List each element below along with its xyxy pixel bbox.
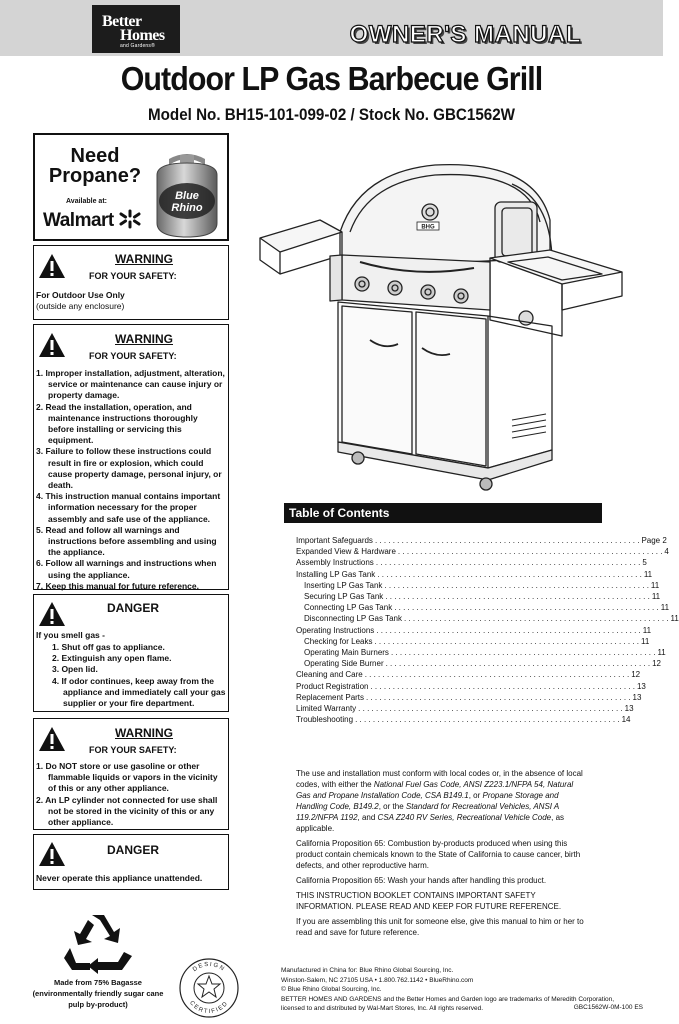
toc-leader-dots: . . . . . . . . . . . . . . . . . . . . . . . . . . . . . . . . . . . . . . . . . . . . . . . . . . . . . . . . . . . . bbox=[364, 670, 630, 680]
toc-entry-page: 11 bbox=[657, 648, 666, 658]
toc-entry-page: Page 2 bbox=[641, 536, 667, 545]
toc-leader-dots: . . . . . . . . . . . . . . . . . . . . . . . . . . . . . . . . . . . . . . . . . . . . . . . . . . . . . . . . . . . . bbox=[358, 704, 623, 714]
danger-text: Never operate this appliance unattended. bbox=[36, 873, 203, 883]
warning-flammable-box bbox=[33, 718, 229, 830]
brand-line-3: and Gardens® bbox=[120, 43, 155, 49]
toc-entry-page: 11 bbox=[642, 625, 652, 635]
toc-leader-dots: . . . . . . . . . . . . . . . . . . . . . . . . . . . . . . . . . . . . . . . . . . . . . . . . . . . . . . . . . . . . bbox=[403, 614, 669, 624]
toc-entry-page: 4 bbox=[664, 547, 669, 557]
list-item: 2. Read the installation, operation, and maintenance instructions thoroughly before installing or servicing this equipment. bbox=[36, 401, 198, 446]
warning-title: WARNING bbox=[115, 252, 173, 266]
toc-heading: Table of Contents bbox=[284, 503, 602, 523]
warning-subtitle: FOR YOUR SAFETY: bbox=[89, 745, 177, 755]
toc-entry-label: Limited Warranty bbox=[296, 704, 357, 714]
propane-headline bbox=[47, 146, 143, 186]
list-item: 7. Keep this manual for future reference. bbox=[36, 580, 199, 591]
propane-headline-1: Need bbox=[70, 145, 120, 167]
toc-leader-dots: . . . . . . . . . . . . . . . . . . . . . . . . . . . . . . . . . . . . . . . . . . . . . . . . . . . . . . . . . . . . bbox=[374, 536, 640, 545]
toc-entry-label: Installing LP Gas Tank bbox=[296, 569, 376, 579]
toc-leader-dots: . . . . . . . . . . . . . . . . . . . . . . . . . . . . . . . . . . . . . . . . . . . . . . . . . . . . . . . . . . . . bbox=[384, 580, 649, 590]
list-item: 1. Do NOT store or use gasoline or other flammable liquids or vapors in the vicinity of this or any other appliance. bbox=[36, 761, 218, 794]
tank-brand-1: Blue bbox=[175, 190, 199, 202]
propane-headline-2: Propane? bbox=[48, 165, 142, 187]
walmart-logo bbox=[43, 209, 141, 232]
toc-entry bbox=[296, 591, 661, 602]
brand-line-2: Homes bbox=[120, 27, 165, 44]
warning-title: WARNING bbox=[115, 726, 173, 740]
model-number: Model No. BH15-101-099-02 / Stock No. GBC1562W bbox=[148, 106, 515, 124]
warning-outdoor-box bbox=[33, 245, 229, 320]
toc-entry bbox=[296, 569, 653, 580]
toc-entry bbox=[296, 681, 646, 692]
toc-entry bbox=[296, 580, 660, 591]
toc-entry-page: 13 bbox=[632, 692, 642, 702]
danger-title: DANGER bbox=[107, 601, 160, 615]
toc-entry-label: Troubleshooting bbox=[296, 715, 354, 725]
toc-entry bbox=[296, 535, 667, 546]
document-title: Outdoor LP Gas Barbecue Grill bbox=[120, 60, 543, 97]
brand-logo bbox=[92, 5, 180, 53]
toc-entry-page: 5 bbox=[642, 558, 647, 568]
toc-entry bbox=[296, 703, 634, 714]
toc-entry-page: 11 bbox=[643, 569, 653, 579]
toc-entry-page: 11 bbox=[650, 580, 660, 590]
assembling-note: If you are assembling this unit for someone else, give this manual to him or her to read and save for future reference. bbox=[296, 917, 584, 937]
list-item: 2. Extinguish any open flame. bbox=[52, 653, 172, 664]
toc-entry bbox=[296, 658, 662, 669]
toc-entry bbox=[296, 557, 647, 568]
toc-entry-label: Cleaning and Care bbox=[296, 670, 363, 680]
list-item: 1. Improper installation, adjustment, alteration, service or maintenance can cause injury or property damage. bbox=[36, 368, 225, 401]
toc-entry-page: 11 bbox=[660, 603, 670, 613]
manual-title: OWNER'S MANUAL bbox=[349, 21, 581, 48]
toc-entry-page: 12 bbox=[631, 670, 641, 680]
toc-entry bbox=[296, 546, 669, 557]
danger-gas-box bbox=[33, 594, 229, 712]
retailer-name: Walmart bbox=[43, 210, 114, 231]
toc-entry-label: Expanded View & Hardware bbox=[296, 547, 396, 557]
toc-entry-label: Replacement Parts bbox=[296, 692, 365, 702]
toc-entry-label: Inserting LP Gas Tank bbox=[304, 580, 383, 590]
made-from-line-2: (environmentally friendly sugar cane pulp by-product) bbox=[32, 989, 164, 1009]
manufacturer-line: Winston-Salem, NC 27105 USA • 1.800.762.1142 • BlueRhino.com bbox=[281, 976, 474, 984]
document-code: GBC1562W-0M-100 ES bbox=[573, 1004, 643, 1011]
toc-entry-label: Important Safeguards bbox=[296, 536, 373, 545]
list-item: 3. Open lid. bbox=[52, 664, 98, 675]
toc-entry-page: 11 bbox=[651, 592, 661, 602]
toc-notes bbox=[296, 768, 588, 942]
grill-badge: BHG bbox=[421, 224, 435, 231]
list-item: 2. An LP cylinder not connected for use shall not be stored in the vicinity of this or any other appliance. bbox=[36, 794, 218, 828]
toc-leader-dots: . . . . . . . . . . . . . . . . . . . . . . . . . . . . . . . . . . . . . . . . . . . . . . . . . . . . . . . . . . . . bbox=[370, 681, 635, 691]
propane-tank-icon bbox=[147, 151, 227, 239]
toc-entry bbox=[296, 714, 631, 725]
warning-list bbox=[36, 368, 226, 592]
list-item: 4. If odor continues, keep away from the appliance and immediately call your gas supplier or your fire department. bbox=[52, 675, 226, 709]
list-item: 5. Read and follow all warnings and instructions before assembling and using the appliance. bbox=[36, 524, 217, 558]
prop65-note-1: California Proposition 65: Combustion by-products produced when using this product contain chemicals known to the State of California to cause cancer, birth defects, and other reproductive harm. bbox=[296, 839, 581, 870]
made-from-line-1: Made from 75% Bagasse bbox=[54, 978, 142, 987]
toc-entry-label: Disconnecting LP Gas Tank bbox=[304, 614, 402, 624]
manufacturer-line: BETTER HOMES AND GARDENS and the Better Homes and Garden logo are trademarks of Meredith Corporation, licensed to and distributed by Wal-Mart Stores, Inc. All rights reserved. bbox=[281, 995, 615, 1013]
warning-triangle-icon bbox=[37, 725, 67, 753]
available-at: Available at: bbox=[66, 198, 107, 205]
warning-line-2: (outside any enclosure) bbox=[36, 301, 125, 312]
toc-entry-label: Checking for Leaks bbox=[304, 636, 373, 646]
warning-title: WARNING bbox=[115, 332, 173, 346]
toc-entry bbox=[296, 669, 641, 680]
danger-unattended-box bbox=[33, 834, 229, 890]
manufacturer-line: © Blue Rhino Global Sourcing, Inc. bbox=[281, 986, 382, 994]
toc-leader-dots: . . . . . . . . . . . . . . . . . . . . . . . . . . . . . . . . . . . . . . . . . . . . . . . . . . . . . . . . . . . . bbox=[376, 625, 641, 635]
seal-bottom-text: CERTIFIED bbox=[188, 1000, 230, 1016]
toc-leader-dots: . . . . . . . . . . . . . . . . . . . . . . . . . . . . . . . . . . . . . . . . . . . . . . . . . . . . . . . . . . . . bbox=[385, 659, 651, 669]
toc-entry-label: Securing LP Gas Tank bbox=[304, 592, 384, 602]
toc-leader-dots: . . . . . . . . . . . . . . . . . . . . . . . . . . . . . . . . . . . . . . . . . . . . . . . . . . . . . . . . . . . . bbox=[355, 715, 620, 725]
tank-brand-2: Rhino bbox=[171, 202, 203, 214]
list-item: 1. Shut off gas to appliance. bbox=[52, 642, 165, 652]
toc-entry bbox=[296, 647, 666, 658]
toc-entry-page: 12 bbox=[652, 659, 662, 669]
toc-leader-dots: . . . . . . . . . . . . . . . . . . . . . . . . . . . . . . . . . . . . . . . . . . . . . . . . . . . . . . . . . . . . bbox=[394, 603, 659, 613]
recycle-icon bbox=[62, 912, 134, 974]
warning-triangle-icon bbox=[37, 840, 67, 868]
list-item: 3. Failure to follow these instructions could result in fire or explosion, which could cause property damage, personal injury, or death. bbox=[36, 446, 222, 491]
toc-leader-dots: . . . . . . . . . . . . . . . . . . . . . . . . . . . . . . . . . . . . . . . . . . . . . . . . . . . . . . . . . . . . bbox=[375, 558, 641, 568]
svg-text:DESIGN bbox=[192, 962, 226, 973]
toc-entry-label: Assembly Instructions bbox=[296, 558, 374, 568]
toc-entry-label: Operating Main Burners bbox=[304, 648, 389, 658]
toc-entry bbox=[296, 625, 652, 636]
toc-entry-page: 11 bbox=[640, 636, 650, 646]
list-item: 6. Follow all warnings and instructions when using the appliance. bbox=[36, 558, 217, 580]
booklet-note: THIS INSTRUCTION BOOKLET CONTAINS IMPORTANT SAFETY INFORMATION. PLEASE READ AND KEEP FOR FUTURE REFERENCE. bbox=[296, 891, 562, 911]
toc-list bbox=[296, 535, 679, 725]
toc-entry-label: Operating Side Burner bbox=[304, 659, 384, 669]
warning-triangle-icon bbox=[37, 600, 67, 628]
toc-entry-page: 11 bbox=[670, 614, 679, 624]
manufacturer-line: Manufactured in China for: Blue Rhino Global Sourcing, Inc. bbox=[281, 967, 454, 974]
toc-entry bbox=[296, 613, 679, 624]
danger-intro: If you smell gas - bbox=[36, 630, 105, 640]
list-item: 4. This instruction manual contains important information necessary for the proper assembly and safe use of the appliance. bbox=[36, 491, 221, 524]
toc-leader-dots: . . . . . . . . . . . . . . . . . . . . . . . . . . . . . . . . . . . . . . . . . . . . . . . . . . . . . . . . . . . . bbox=[377, 569, 642, 579]
codes-note: The use and installation must conform with local codes or, in the absence of local codes, with either the National Fuel Gas Code, ANSI Z223.1/NFPA 54, Natural Gas and Propane Installation Code, CSA B149.1, or Propane Storage and Handling Code, B149.2, or the Standard for Recreational Vehicles, ANSI A 119.2/NFPA 1192, and CSA Z240 RV Series, Recreational Vehicle Code, as applicable. bbox=[296, 769, 583, 833]
danger-title: DANGER bbox=[107, 843, 160, 857]
made-from-note bbox=[28, 977, 168, 1010]
warning-text bbox=[36, 290, 226, 312]
toc-entry bbox=[296, 602, 670, 613]
toc-entry-label: Operating Instructions bbox=[296, 625, 375, 635]
toc-leader-dots: . . . . . . . . . . . . . . . . . . . . . . . . . . . . . . . . . . . . . . . . . . . . . . . . . . . . . . . . . . . . bbox=[390, 648, 656, 658]
toc-entry-page: 14 bbox=[621, 715, 631, 725]
warning-subtitle: FOR YOUR SAFETY: bbox=[89, 351, 177, 361]
toc-leader-dots: . . . . . . . . . . . . . . . . . . . . . . . . . . . . . . . . . . . . . . . . . . . . . . . . . . . . . . . . . . . . bbox=[374, 636, 639, 646]
seal-top-text: DESIGN bbox=[191, 961, 227, 974]
warning-subtitle: FOR YOUR SAFETY: bbox=[89, 271, 177, 281]
warning-list bbox=[36, 761, 226, 828]
brand-line-1: Better bbox=[102, 13, 142, 30]
warning-triangle-icon bbox=[37, 252, 67, 280]
grill-illustration bbox=[250, 160, 630, 495]
walmart-spark-icon bbox=[119, 209, 141, 229]
warning-line-1: For Outdoor Use Only bbox=[36, 290, 125, 300]
toc-leader-dots: . . . . . . . . . . . . . . . . . . . . . . . . . . . . . . . . . . . . . . . . . . . . . . . . . . . . . . . . . . . . bbox=[385, 592, 650, 602]
warning-triangle-icon bbox=[37, 331, 67, 359]
propane-advert bbox=[33, 133, 229, 241]
design-certified-seal-icon bbox=[178, 957, 240, 1019]
toc-entry-label: Connecting LP Gas Tank bbox=[304, 603, 393, 613]
toc-leader-dots: . . . . . . . . . . . . . . . . . . . . . . . . . . . . . . . . . . . . . . . . . . . . . . . . . . . . . . . . . . . . bbox=[366, 692, 631, 702]
toc-entry-label: Product Registration bbox=[296, 681, 369, 691]
toc-entry bbox=[296, 636, 650, 647]
toc-entry bbox=[296, 692, 642, 703]
prop65-note-2: California Proposition 65: Wash your hands after handling this product. bbox=[296, 876, 547, 885]
toc-entry-page: 13 bbox=[624, 704, 634, 714]
danger-list bbox=[40, 642, 226, 709]
warning-safety-box bbox=[33, 324, 229, 590]
toc-leader-dots: . . . . . . . . . . . . . . . . . . . . . . . . . . . . . . . . . . . . . . . . . . . . . . . . . . . . . . . . . . . . bbox=[397, 547, 663, 557]
toc-entry-page: 13 bbox=[636, 681, 646, 691]
